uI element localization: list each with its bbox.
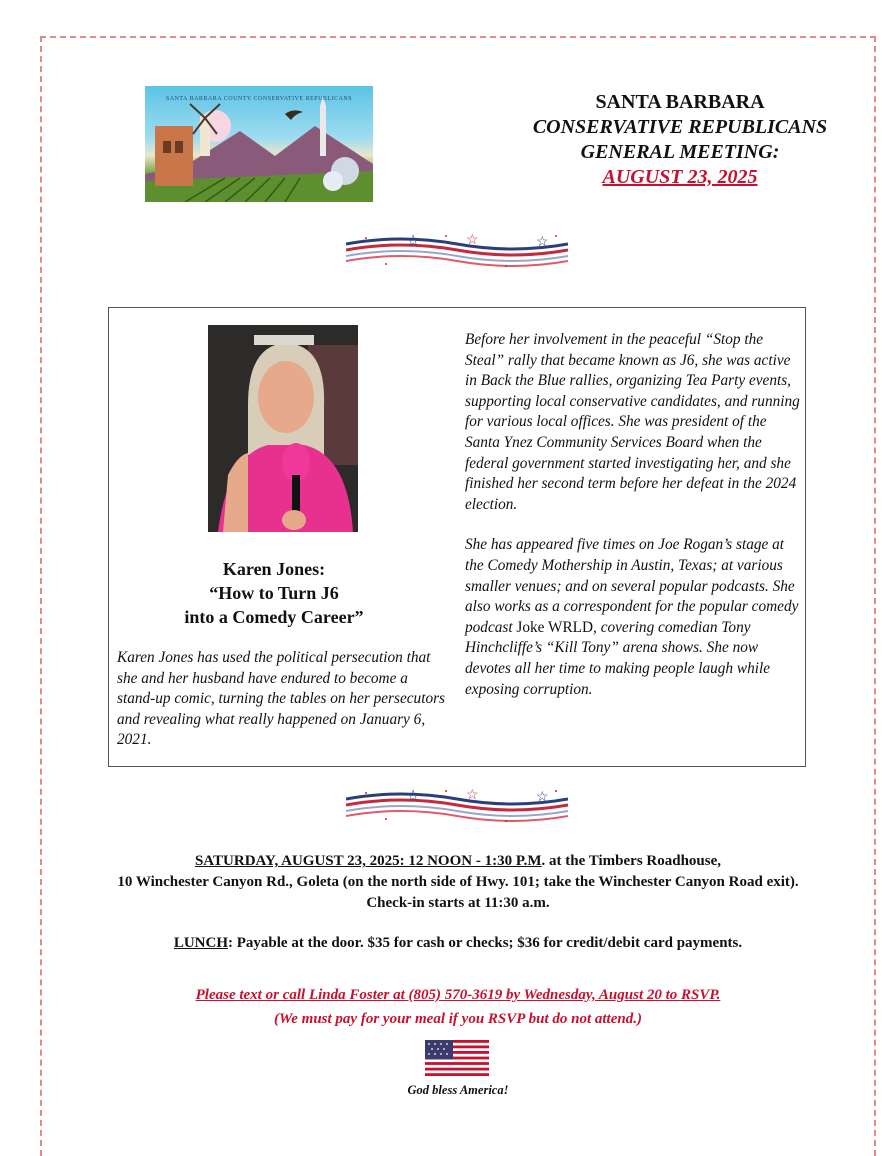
bio-text: She has appeared five times on Joe Rogan’s stage at the Comedy Mothership in Austin, Texas; at various smaller venues; and on several popular podcasts. She also works as a correspondent for the popular comedy podcast [465,536,799,636]
event-venue: . at the Timbers Roadhouse, [541,853,722,869]
speaker-name: Karen Jones: [222,559,326,579]
svg-text:☆: ☆ [536,235,549,250]
event-date-time: SATURDAY, AUGUST 23, 2025: 12 NOON - 1:30 P.M [194,853,542,869]
stars-stripes-banner-bottom [346,785,568,825]
bio-paragraph-2 [465,535,801,700]
svg-text:☆: ☆ [536,790,549,805]
bio-text: , covering comedian Tony Hinchcliffe’s “Kill Tony” arena shows. She now devotes all her time to making people laugh while exposing corruption. [465,618,771,698]
event-details [40,851,876,914]
logo-caption: SANTA BARBARA COUNTY CONSERVATIVE REPUBLICANS [165,96,353,102]
rsvp-line: Please text or call Linda Foster at (805) 570-3619 by Wednesday, August 20 to RSVP. [195,987,721,1003]
speaker-photo [208,325,358,532]
heading-line-3: GENERAL MEETING: [580,141,780,163]
check-in-time: Check-in starts at 11:30 a.m. [366,895,550,911]
meeting-date: AUGUST 23, 2025 [602,166,758,188]
lunch-text: : Payable at the door. $35 for cash or checks; $36 for credit/debit card payments. [228,935,743,951]
closing-blessing: God bless America! [407,1083,509,1097]
podcast-name: Joke WRLD [516,618,594,636]
svg-text:☆: ☆ [406,233,421,250]
us-flag-icon [425,1040,489,1076]
heading-line-2: CONSERVATIVE REPUBLICANS [532,116,828,138]
lunch-info [40,933,876,954]
meeting-heading [505,90,855,190]
rsvp-block [40,983,876,1031]
club-logo [145,86,373,202]
lunch-label: LUNCH [173,935,229,951]
talk-title-line-1: “How to Turn J6 [209,583,339,603]
talk-title-line-2: into a Comedy Career” [184,607,364,627]
event-time-venue [40,851,876,872]
rsvp-note: (We must pay for your meal if you RSVP but do not attend.) [274,1011,642,1027]
speaker-bio [465,330,801,720]
svg-text:☆: ☆ [466,788,479,803]
speaker-intro: Karen Jones has used the political persecution that she and her husband have endured to become a stand-up comic, turning the tables on her persecutors and revealing what really happened on January 6, 2021. [117,649,445,748]
event-address: 10 Winchester Canyon Rd., Goleta (on the north side of Hwy. 101; take the Winchester Canyon Road exit). [117,874,799,890]
svg-text:☆: ☆ [406,788,421,805]
stars-stripes-banner-top [346,230,568,270]
speaker-title [130,557,418,629]
heading-line-1: SANTA BARBARA [595,91,765,113]
svg-text:☆: ☆ [466,233,479,248]
bio-paragraph-1: Before her involvement in the peaceful “Stop the Steal” rally that became known as J6, she was active in Back the Blue rallies, organizing Tea Party events, supporting local conservative candidates, and running for various local offices. She was president of the Santa Ynez Community Services Board when the federal government started investigating her, and she finished her second term before her defeat in the 2024 election. [465,331,800,513]
